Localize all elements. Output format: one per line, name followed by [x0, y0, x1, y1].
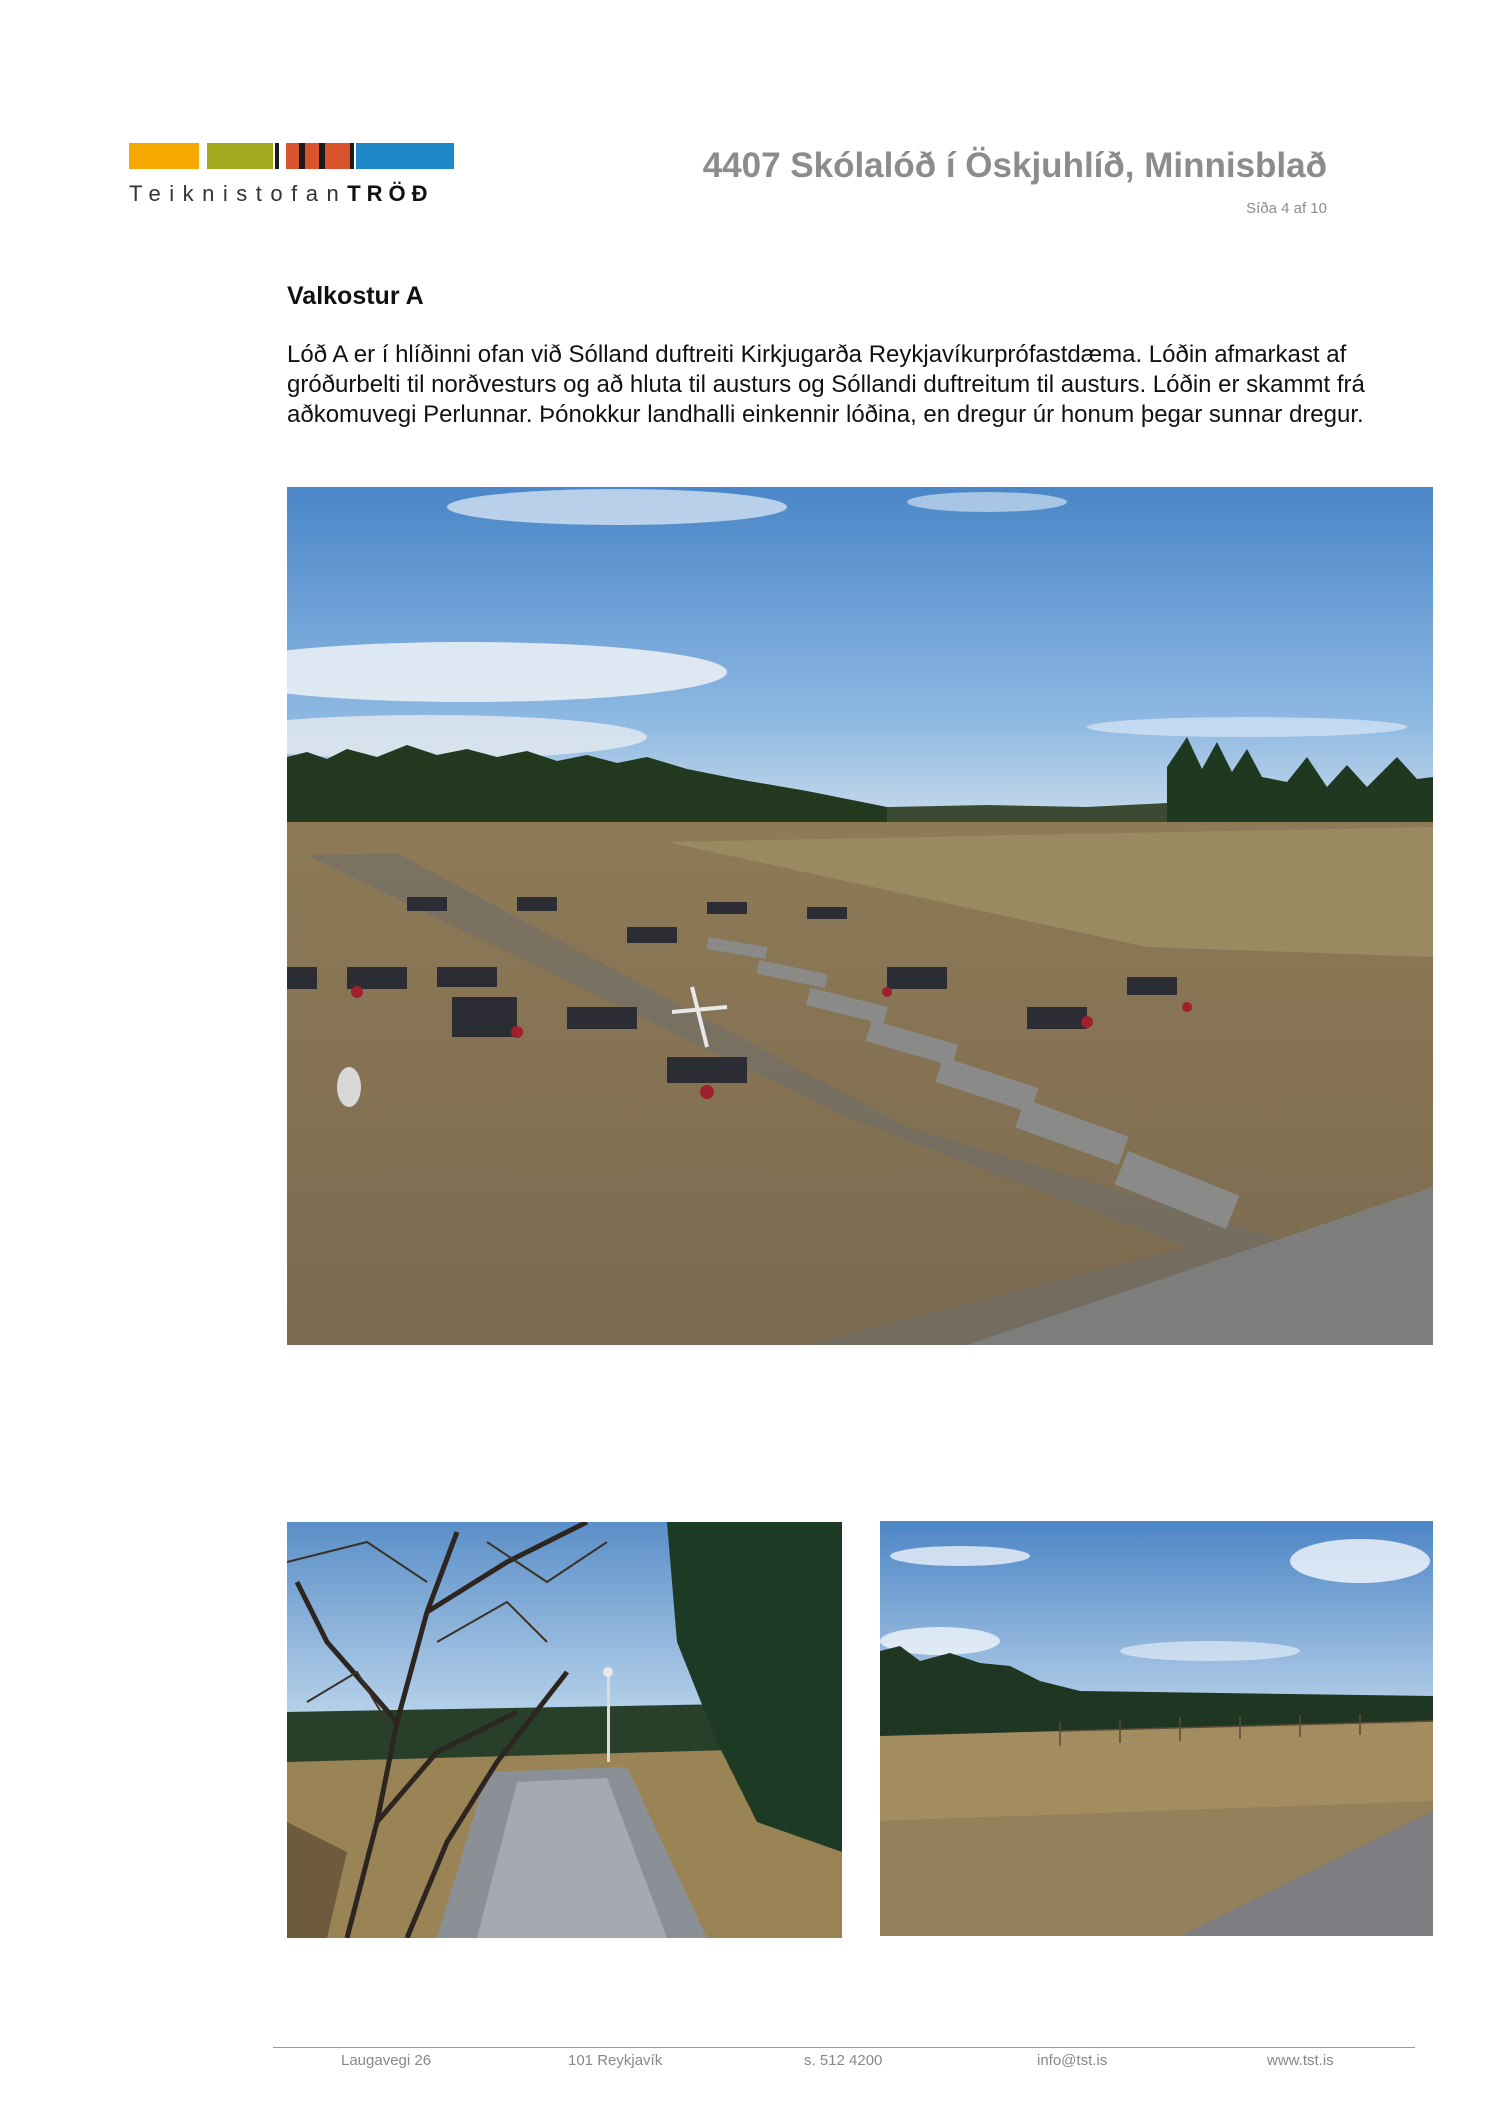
footer-postcode: 101 Reykjavík [568, 2052, 663, 2069]
logo-text-bold: TRÖÐ [347, 181, 434, 206]
path-photo-graphic [287, 1522, 842, 1938]
page-number: Síða 4 af 10 [1246, 200, 1327, 217]
logo-bar-dark [350, 143, 354, 169]
field-photo [880, 1521, 1433, 1936]
logo-bar-orange [129, 143, 199, 169]
footer-address: Laugavegi 26 [341, 2052, 432, 2069]
footer-divider [273, 2047, 1415, 2048]
logo-color-bars [129, 143, 454, 169]
section-heading: Valkostur A [287, 282, 424, 310]
logo-text-light: Teiknistofan [129, 181, 348, 206]
footer-phone: s. 512 4200 [804, 2052, 883, 2069]
logo-bar-stripe [319, 143, 325, 169]
company-logo [129, 143, 454, 205]
cemetery-photo [287, 487, 1433, 1345]
field-photo-graphic [880, 1521, 1433, 1936]
document-title: 4407 Skólalóð í Öskjuhlíð, Minnisblað [702, 146, 1327, 185]
logo-bar-olive [207, 143, 273, 169]
footer-email[interactable]: info@tst.is [1037, 2052, 1108, 2069]
logo-bar-blue [356, 143, 454, 169]
section-paragraph: Lóð A er í hlíðinni ofan við Sólland duftreiti Kirkjugarða Reykjavíkurprófastdæma. Lóðin afmarkast af gróðurbelti til norðvesturs og að hluta til austurs og Sóllandi duftreitum til austurs. Lóðin er skammt frá aðkomuvegi Perlunnar. Þónokkur landhalli einkennir lóðina, en dregur úr honum þegar sunnar dregur. [287, 341, 1365, 428]
logo-wordmark [129, 181, 434, 207]
logo-bar-red [286, 143, 350, 169]
path-photo [287, 1522, 842, 1938]
logo-bar-stripe [299, 143, 305, 169]
cemetery-photo-graphic [287, 487, 1433, 1345]
footer-website[interactable]: www.tst.is [1267, 2052, 1334, 2069]
logo-bar-dark [275, 143, 279, 169]
